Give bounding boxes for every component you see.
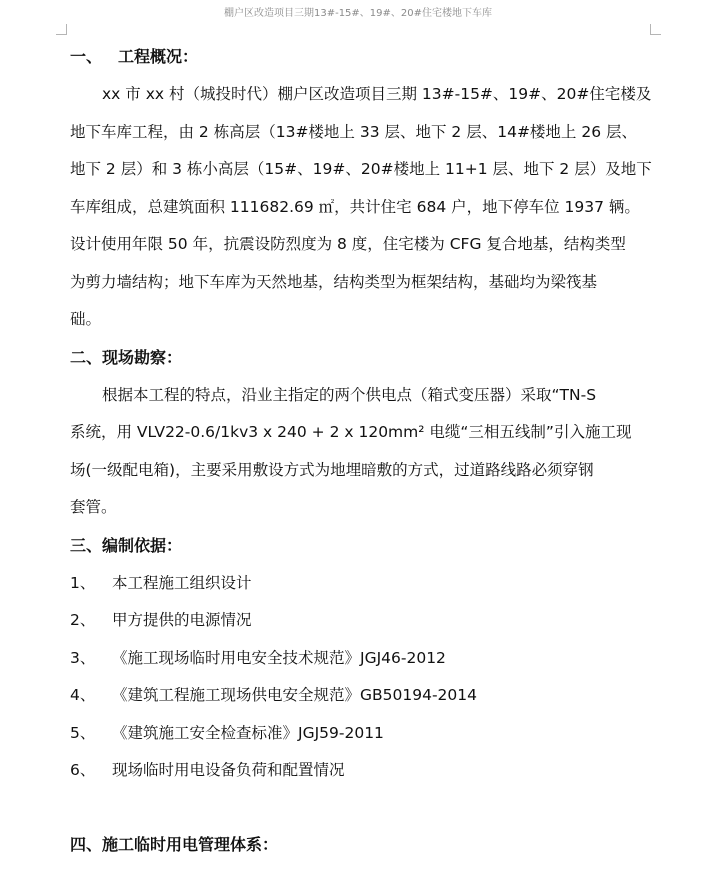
- paragraph-line: 场(一级配电箱)，主要采用敷设方式为地埋暗敷的方式，过道路线路必须穿钢: [70, 460, 594, 479]
- list-item-number: 3、: [70, 648, 96, 667]
- list-item-number: 2、: [70, 611, 96, 629]
- list-item: [70, 677, 650, 715]
- reference-list: [70, 565, 650, 790]
- paragraph-project-overview: [70, 76, 650, 339]
- paragraph-line: xx 市 xx 村（城投时代）棚户区改造项目三期 13#-15#、19#、20#住宅楼及: [102, 85, 652, 103]
- paragraph-line: 系统，用 VLV22-0.6/1kv3 x 240 + 2 x 120mm² 电缆“三相五线制”引入施工现: [70, 423, 632, 441]
- margin-corner-mark-right: [650, 24, 661, 35]
- paragraph-line: 地下 2 层）和 3 栋小高层（15#、19#、20#楼地上 11+1 层、地下 2 层）及地下: [70, 160, 652, 178]
- paragraph-line: 车库组成，总建筑面积 111682.69 ㎡，共计住宅 684 户，地下停车位 1937 辆。: [70, 197, 640, 216]
- section-title: 工程概况：: [118, 47, 199, 66]
- list-item-text: 《施工现场临时用电安全技术规范》JGJ46-2012: [112, 648, 446, 667]
- list-item-text: 《建筑工程施工现场供电安全规范》GB50194-2014: [112, 686, 477, 704]
- list-item: [70, 565, 650, 603]
- list-item-text: 现场临时用电设备负荷和配置情况: [112, 761, 345, 779]
- paragraph-line: 为剪力墙结构；地下车库为天然地基，结构类型为框架结构，基础均为梁筏基: [70, 272, 598, 291]
- list-item: [70, 715, 650, 753]
- section-heading-3: 三、编制依据：: [70, 535, 183, 555]
- section-heading-1: [70, 38, 650, 76]
- list-item-number: 5、: [70, 723, 96, 742]
- page-header: 棚户区改造项目三期13#-15#、19#、20#住宅楼地下车库: [223, 8, 493, 19]
- document-body: [70, 38, 650, 864]
- paragraph-line: 础。: [70, 310, 102, 328]
- list-item-text: 甲方提供的电源情况: [112, 611, 252, 629]
- list-item-number: 6、: [70, 761, 96, 779]
- section-heading-4: 四、施工临时用电管理体系：: [70, 834, 279, 854]
- paragraph-line: 根据本工程的特点，沿业主指定的两个供电点（箱式变压器）采取“TN-S: [102, 385, 597, 404]
- paragraph-site-survey: [70, 377, 650, 527]
- paragraph-line: 设计使用年限 50 年，抗震设防烈度为 8 度，住宅楼为 CFG 复合地基，结构类型: [70, 235, 626, 253]
- margin-corner-mark-left: [56, 24, 67, 35]
- list-item: [70, 752, 650, 790]
- list-item-number: 4、: [70, 686, 96, 704]
- list-item: [70, 640, 650, 678]
- section-heading-2: 二、现场勘察：: [70, 347, 183, 367]
- paragraph-line: 套管。: [70, 498, 117, 516]
- list-item: [70, 602, 650, 640]
- section-number: 一、: [70, 47, 103, 66]
- paragraph-line: 地下车库工程，由 2 栋高层（13#楼地上 33 层、地下 2 层、14#楼地上 26 层、: [70, 122, 638, 141]
- list-item-text: 《建筑施工安全检查标准》JGJ59-2011: [112, 723, 384, 742]
- list-item-text: 本工程施工组织设计: [112, 573, 252, 592]
- list-item-number: 1、: [70, 573, 96, 592]
